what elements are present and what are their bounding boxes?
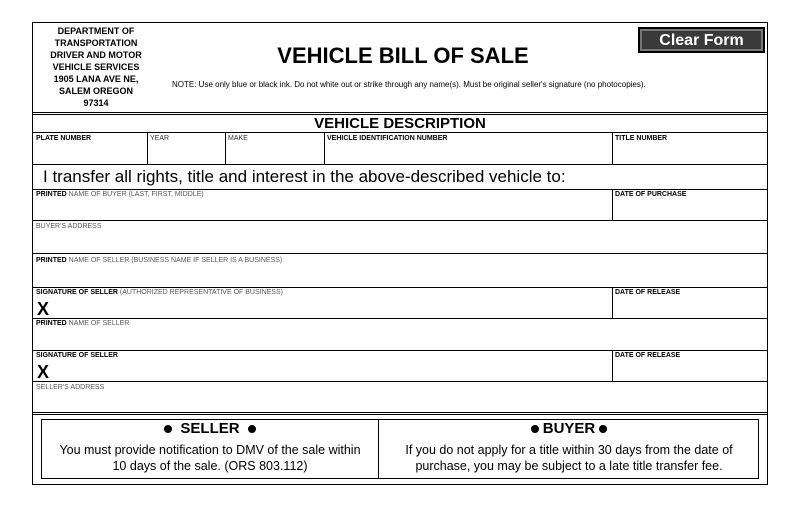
seller-name-label: PRINTED NAME OF SELLER (BUSINESS NAME IF SELLER IS A BUSINESS) bbox=[36, 257, 283, 264]
vin-label: VEHICLE IDENTIFICATION NUMBER bbox=[327, 135, 448, 142]
divider bbox=[324, 132, 325, 164]
dept-line: DEPARTMENT OF bbox=[57, 26, 135, 36]
vehicle-description-title: VEHICLE DESCRIPTION bbox=[314, 115, 486, 132]
buyer-address-label: BUYER'S ADDRESS bbox=[36, 223, 102, 230]
divider bbox=[33, 381, 767, 382]
seller-name-label-2: PRINTED NAME OF SELLER bbox=[36, 320, 130, 327]
bullet-icon bbox=[248, 425, 256, 433]
bullet-icon bbox=[599, 425, 607, 433]
divider bbox=[612, 287, 613, 318]
plate-number-label: PLATE NUMBER bbox=[36, 135, 92, 142]
divider bbox=[147, 132, 148, 164]
divider bbox=[33, 350, 767, 351]
year-label: YEAR bbox=[150, 135, 170, 142]
divider bbox=[33, 318, 767, 319]
date-of-release-label-2: DATE OF RELEASE bbox=[615, 352, 681, 359]
divider bbox=[612, 189, 613, 220]
date-of-release-label: DATE OF RELEASE bbox=[615, 289, 681, 296]
ink-note: NOTE: Use only blue or black ink. Do not white out or strike through any name(s). Must be original seller's signature (no photocopies). bbox=[172, 80, 646, 89]
divider bbox=[33, 253, 767, 254]
divider bbox=[33, 220, 767, 221]
seller-signature-label: SIGNATURE OF SELLER (AUTHORIZED REPRESENTATIVE OF BUSINESS) bbox=[36, 289, 283, 296]
divider bbox=[33, 412, 767, 415]
bullet-icon bbox=[164, 425, 172, 433]
divider bbox=[33, 287, 767, 288]
department-address bbox=[41, 25, 151, 109]
buyer-notice-title: BUYER bbox=[379, 420, 759, 437]
dept-line: SALEM OREGON bbox=[58, 86, 133, 96]
divider bbox=[225, 132, 226, 164]
make-label: MAKE bbox=[228, 135, 248, 142]
seller-notice-title: SELLER bbox=[42, 420, 378, 437]
date-of-purchase-label: DATE OF PURCHASE bbox=[615, 191, 687, 198]
seller-address-label: SELLER'S ADDRESS bbox=[36, 384, 105, 391]
divider bbox=[33, 132, 767, 133]
divider bbox=[33, 189, 767, 190]
dept-line: 1905 LANA AVE NE, bbox=[53, 74, 139, 84]
signature-x-mark: X bbox=[37, 299, 50, 319]
divider bbox=[612, 132, 613, 164]
buyer-notice bbox=[379, 420, 759, 478]
transfer-statement: I transfer all rights, title and interest in the above-described vehicle to: bbox=[43, 167, 566, 186]
dept-line: VEHICLE SERVICES bbox=[52, 62, 140, 72]
notices-box bbox=[41, 419, 759, 479]
buyer-notice-text: If you do not apply for a title within 30 days from the date of purchase, you may be subject to a late title transfer fee. bbox=[405, 443, 733, 473]
signature-x-mark-2: X bbox=[37, 362, 50, 382]
bill-of-sale-form bbox=[32, 22, 768, 485]
bullet-icon bbox=[531, 425, 539, 433]
seller-notice bbox=[42, 420, 378, 478]
divider bbox=[612, 350, 613, 381]
seller-signature-label-2: SIGNATURE OF SELLER bbox=[36, 352, 118, 359]
title-number-label: TITLE NUMBER bbox=[615, 135, 668, 142]
dept-line: TRANSPORTATION bbox=[54, 38, 138, 48]
seller-notice-text: You must provide notification to DMV of the sale within 10 days of the sale. (ORS 803.112) bbox=[59, 443, 361, 473]
buyer-name-label: PRINTED NAME OF BUYER (LAST, FIRST, MIDDLE) bbox=[36, 191, 204, 198]
divider bbox=[33, 164, 767, 165]
dept-line: DRIVER AND MOTOR bbox=[50, 50, 142, 60]
clear-form-button[interactable]: Clear Form bbox=[638, 27, 765, 53]
form-title: VEHICLE BILL OF SALE bbox=[277, 43, 529, 68]
dept-line: 97314 bbox=[83, 98, 109, 108]
